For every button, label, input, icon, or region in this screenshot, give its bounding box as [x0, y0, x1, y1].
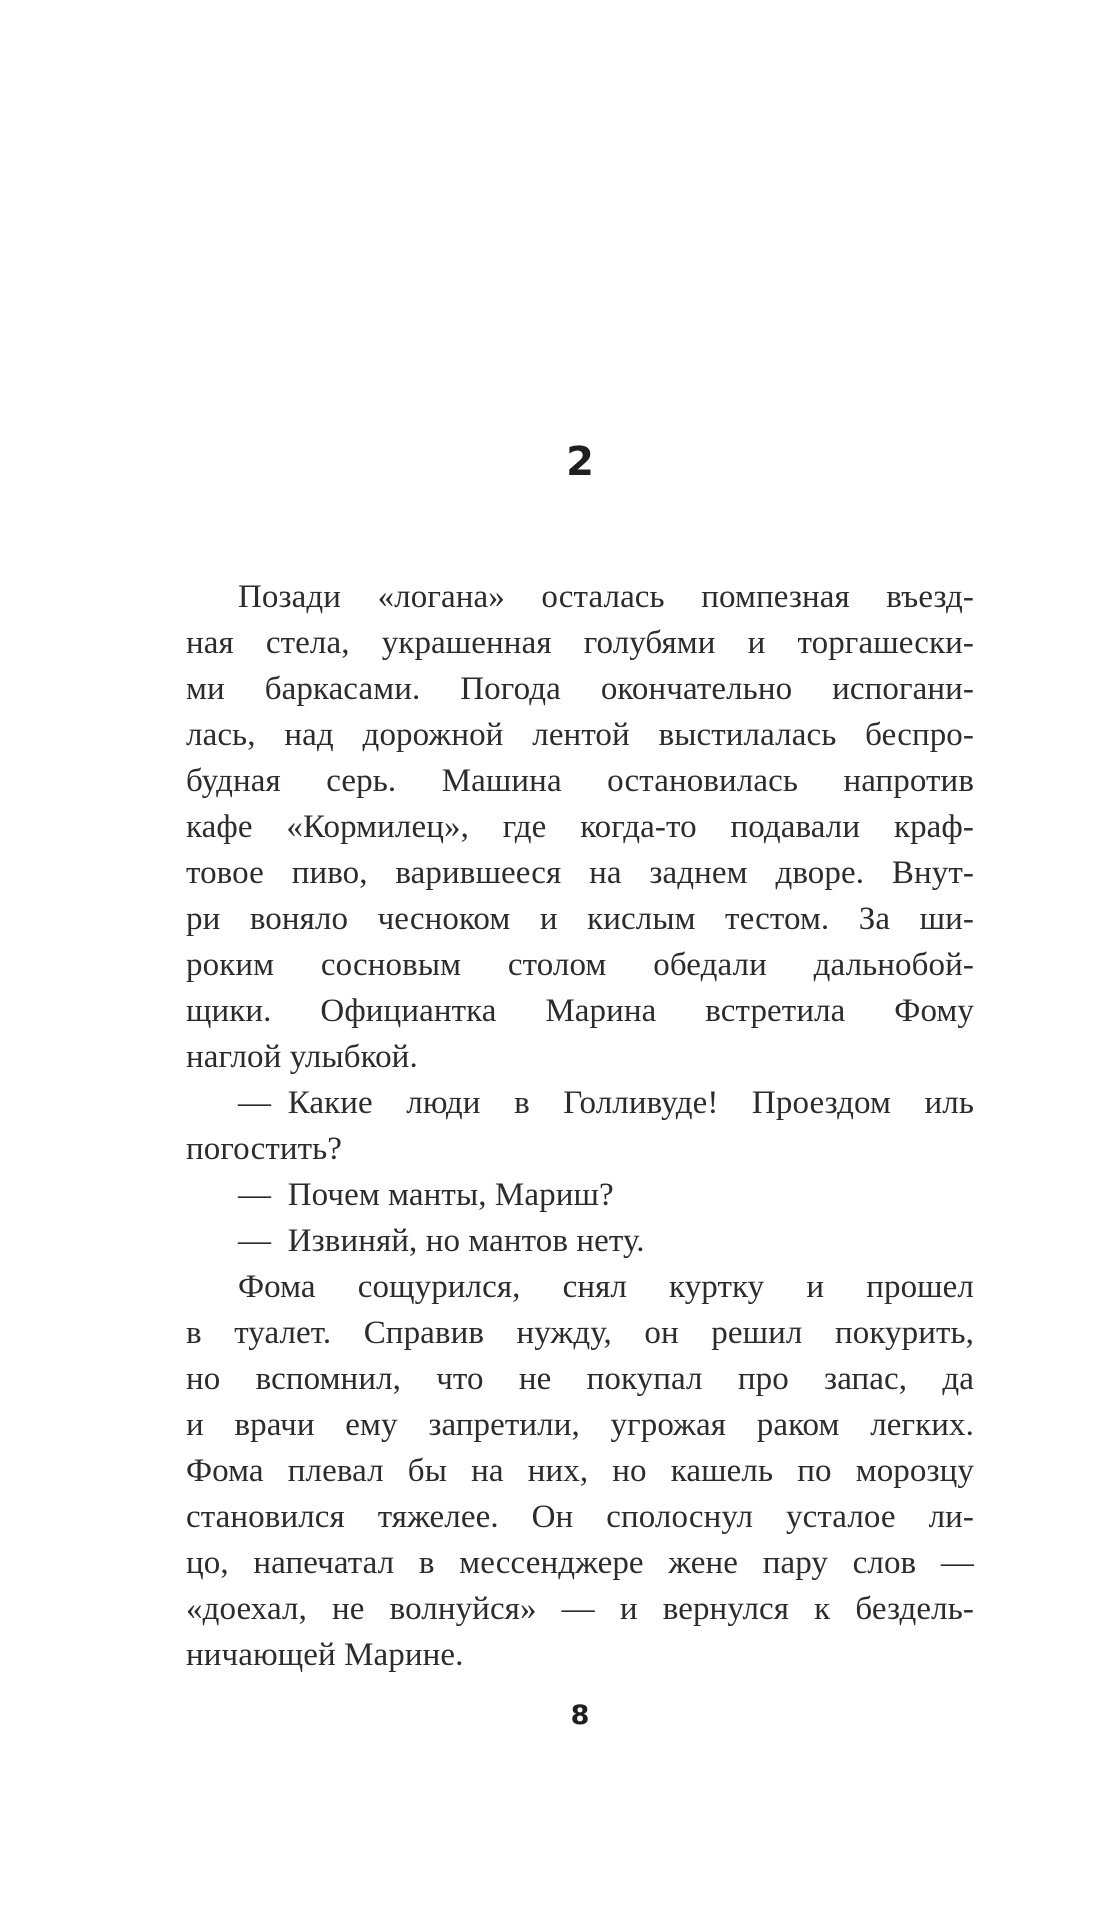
text-line: товое пиво, варившееся на заднем дворе. Внут- [186, 855, 974, 891]
text-line: наглой улыбкой. [186, 1039, 418, 1075]
text-line: ри воняло чесноком и кислым тестом. За ши- [186, 901, 974, 937]
text-line: — Извиняй, но мантов нету. [238, 1223, 645, 1259]
text-line: «доехал, не волнуйся» — и вернулся к бездель- [186, 1591, 974, 1627]
text-line: Позади «логана» осталась помпезная въезд- [238, 579, 974, 615]
text-line: щики. Официантка Марина встретила Фому [186, 993, 974, 1029]
text-line: погостить? [186, 1131, 343, 1167]
text-line: цо, напечатал в мессенджере жене пару слов — [186, 1545, 974, 1581]
text-line: — Почем манты, Мариш? [238, 1177, 614, 1213]
book-page [186, 0, 974, 1736]
text-line: роким сосновым столом обедали дальнобой- [186, 947, 974, 983]
chapter-number: 2 [566, 439, 594, 485]
text-line: ми баркасами. Погода окончательно испогани- [186, 671, 974, 707]
text-line: кафе «Кормилец», где когда-то подавали краф- [186, 809, 974, 845]
text-line: будная серь. Машина остановилась напротив [186, 763, 974, 799]
text-line: лась, над дорожной лентой выстилалась беспро- [186, 717, 974, 753]
text-line: становился тяжелее. Он сполоснул усталое ли- [186, 1499, 974, 1535]
text-line: ная стела, украшенная голубями и торгашески- [186, 625, 974, 661]
body-text [186, 574, 974, 1678]
text-line: Фома сощурился, снял куртку и прошел [238, 1269, 974, 1305]
page-number: 8 [570, 1700, 590, 1731]
text-line: — Какие люди в Голливуде! Проездом иль [238, 1085, 974, 1121]
text-line: ничающей Марине. [186, 1637, 464, 1673]
text-line: но вспомнил, что не покупал про запас, да [186, 1361, 974, 1397]
text-line: в туалет. Справив нужду, он решил покурить, [186, 1315, 974, 1351]
text-line: и врачи ему запретили, угрожая раком легких. [186, 1407, 974, 1443]
text-line: Фома плевал бы на них, но кашель по морозцу [186, 1453, 974, 1489]
